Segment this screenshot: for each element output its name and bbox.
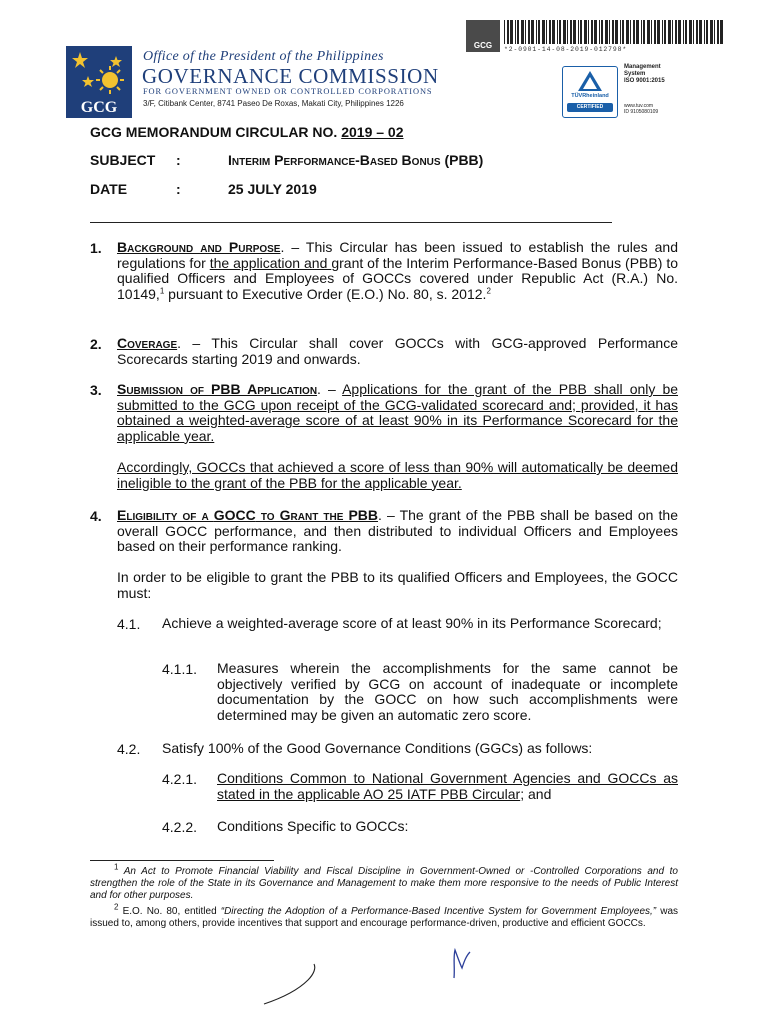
section-4-number: 4. [90,508,102,524]
barcode-bar [612,20,614,44]
barcode-bar [601,20,603,44]
barcode-bar [559,20,561,44]
item-4-2-2-text: Conditions Specific to GOCCs: [217,818,409,834]
item-4-2-1-text: Conditions Common to National Government Agencies and GOCCs as stated in the applicable AO 25 IATF PBB Circular; and [217,770,678,802]
tuv-url: www.tuv.com ID 9105080109 [624,103,659,115]
handwritten-signature-mark [258,960,322,1008]
tuv-certification-badge [562,66,618,118]
agency-address: 3/F, Citibank Center, 8741 Paseo De Roxas, Makati City, Philippines 1226 [143,99,404,108]
subject-colon: : [176,152,181,168]
item-4-2-2-number: 4.2.2. [162,819,198,835]
barcode-bar [685,20,687,44]
barcode-bar [570,20,572,44]
barcode-bar [704,20,705,44]
section-1-number: 1. [90,240,102,256]
barcode-bar [647,20,650,44]
tuv-certified-label: CERTIFIED [567,103,613,112]
barcode-bar [654,20,656,44]
barcode-bar [507,20,509,44]
barcode-bar [693,20,694,44]
item-4-1-1-text: Measures wherein the accomplishments for the same cannot be objectively verified by GCG on account of inadequate or incomplete documentation by the GOCC on how such accomplishments were determined may be given an automatic zero score. [217,660,678,723]
barcode-bar [521,20,524,44]
barcode-bar [588,20,589,44]
barcode-bar [706,20,708,44]
barcode-bar [580,20,582,44]
header-separator [90,222,612,223]
footnote-2: $^2$ E.O. No. 80, entitled “Directing the Adoption of a Performance-Based Incentive System for Government Employees,” was issued to, among others, provide incentives that support and encourage performance-driven, productive and efficient GOCCs. [90,902,679,929]
barcode-bar [689,20,692,44]
barcode-bar [552,20,555,44]
item-4-2-text: Satisfy 100% of the Good Governance Conditions (GGCs) as follows: [162,740,593,756]
barcode-bar [657,20,660,44]
barcode-bar [664,20,666,44]
barcode-bars [504,20,724,44]
barcode-bar [531,20,534,44]
barcode-bar [622,20,624,44]
barcode-bar [641,20,642,44]
barcode-bar [668,20,671,44]
barcode-bar [528,20,530,44]
section-3-number: 3. [90,382,102,398]
item-4-2-number: 4.2. [117,741,141,757]
barcode-bar [683,20,684,44]
barcode-bar [525,20,526,44]
section-4-eligibility: Eligibility of a GOCC to Grant the PBB. – The grant of the PBB shall be based on the overall GOCC performance, and then distributed to individual Officers and Employees based on their performance ranking. [117,507,678,555]
section-2-coverage: Coverage. – This Circular shall cover GOCCs with GCG-approved Performance Scorecards starting 2019 and onwards. [117,335,678,367]
tuv-triangle-icon [577,70,603,92]
memo-circular-number: GCG MEMORANDUM CIRCULAR NO. 2019 – 02 [90,124,404,140]
barcode-bar [584,20,587,44]
barcode-bar [699,20,702,44]
barcode-bar [620,20,621,44]
barcode-bar [633,20,635,44]
barcode-bar [651,20,652,44]
barcode-bar [609,20,610,44]
date-label: DATE [90,181,128,197]
section-3-submission: Submission of PBB Application. – Applications for the grant of the PBB shall only be submitted to the GCG upon receipt of the GCG-validated scorecard and; provided, it has obtained a weighted-average score of at least 90% in its Performance Scorecard for the applicable year. [117,381,679,444]
section-3-paragraph-2: Accordingly, GOCCs that achieved a score of less than 90% will automatically be deemed ineligible to the grant of the PBB for the applicable year. [117,459,678,491]
barcode-digits: *2-0901-14-08-2019-012798* [504,46,628,53]
barcode-logo: GCG [466,20,500,52]
barcode-bar [546,20,547,44]
barcode-bar [678,20,681,44]
subject-value: Interim Performance-Based Bonus (PBB) [228,152,484,168]
section-1-background-purpose: Background and Purpose. – This Circular has been issued to establish the rules and regulations for the application and grant of the Interim Performance-Based Bonus (PBB) to qualified Officers and Employees of GOCCs covered under Republic Act (R.A.) No. 10149,$^1$ pursuant to Executive Order (E.O.) No. 80, s. 2012.$^2$ [117,239,678,302]
barcode-bar [630,20,631,44]
agency-title: GOVERNANCE COMMISSION [142,64,439,88]
item-4-1-number: 4.1. [117,616,141,632]
logo-text: GCG [80,99,118,116]
footnote-1: $^1$ An Act to Promote Financial Viability and Fiscal Discipline in Government-Owned or -Controlled Corporations and to strengthen the role of the State in its Governance and Management to make them more responsive to the needs of Public Interest and for other purposes. [90,862,678,901]
management-system-text: Management System ISO 9001:2015 [624,64,665,84]
item-4-1-1-number: 4.1.1. [162,661,198,677]
barcode-bar [542,20,545,44]
barcode-bar [563,20,566,44]
agency-subtitle: FOR GOVERNMENT OWNED OR CONTROLLED CORPORATIONS [143,87,433,96]
date-colon: : [176,181,181,197]
gcg-logo [66,46,132,118]
barcode-bar [536,20,537,44]
barcode-bar [504,20,505,44]
barcode-bar [594,20,597,44]
barcode-bar [591,20,593,44]
barcode-bar [636,20,639,44]
barcode-bar [662,20,663,44]
tuv-name: TÜVRheinland [571,93,609,99]
barcode-bar [626,20,629,44]
item-4-1-text: Achieve a weighted-average score of at least 90% in its Performance Scorecard; [162,615,662,631]
barcode-bar [578,20,579,44]
barcode-bar [557,20,558,44]
barcode-bar [643,20,645,44]
section-2-number: 2. [90,336,102,352]
barcode-stamp [466,20,726,54]
barcode-bar [567,20,568,44]
item-4-2-1-number: 4.2.1. [162,771,198,787]
barcode-bar [605,20,608,44]
barcode-bar [517,20,519,44]
subject-label: SUBJECT [90,152,156,168]
section-4-paragraph-2: In order to be eligible to grant the PBB to its qualified Officers and Employees, the GOCC must: [117,569,678,601]
barcode-bar [696,20,698,44]
barcode-bar [549,20,551,44]
office-line: Office of the President of the Philippines [143,49,384,64]
barcode-bar [615,20,618,44]
date-value: 25 JULY 2019 [228,181,317,197]
barcode-bar [675,20,677,44]
barcode-bar [714,20,715,44]
barcode-bar [717,20,719,44]
barcode-bar [710,20,713,44]
footnote-separator [90,860,274,861]
barcode-bar [672,20,673,44]
barcode-bar [720,20,723,44]
handwritten-initial-mark [448,944,478,984]
barcode-bar [515,20,516,44]
barcode-bar [538,20,540,44]
barcode-bar [573,20,576,44]
barcode-bar [510,20,513,44]
barcode-bar [599,20,600,44]
